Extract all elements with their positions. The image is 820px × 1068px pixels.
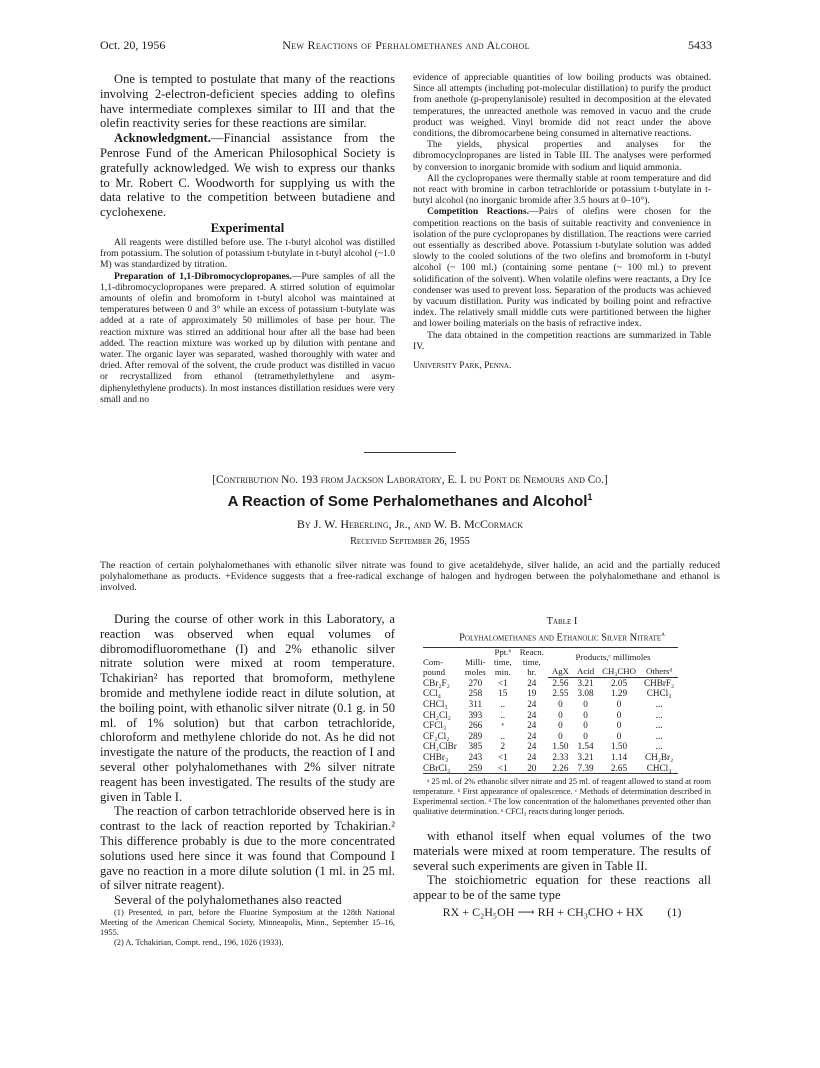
cell-compound: CCl₄ [423, 688, 442, 699]
cell-ch3cho: 2.05 [611, 677, 628, 688]
contribution-line: [Contribution No. 193 from Jackson Laboratory, E. I. du Pont de Nemours and Co.] [212, 474, 608, 486]
cell-millimoles: 289 [468, 730, 483, 741]
cell-acid: 0 [583, 698, 588, 709]
cell-ppt: .. [500, 730, 506, 741]
table-title-text: Polyhalomethanes and Ethanolic Silver Nitrate [459, 632, 662, 644]
cell-acid: 3.21 [577, 751, 594, 762]
cell-ch3cho: 1.50 [611, 741, 628, 752]
cell-compound: CH₂Cl₂ [423, 709, 451, 720]
table-row [423, 752, 678, 763]
table-row [423, 741, 678, 752]
header-ppt-time: Ppt.ᵇ time, min. [490, 648, 516, 677]
cell-reacn: 20 [516, 763, 548, 774]
table-row [423, 699, 678, 710]
cell-acid: 1.54 [577, 741, 594, 752]
table-title [413, 630, 711, 643]
cell-ppt: <1 [490, 763, 516, 774]
table-title-ref: a [661, 630, 665, 638]
cell-reacn: 24 [527, 730, 537, 741]
footnote-2: (2) A. Tchakirian, Compt. rend., 196, 1026 (1933). [114, 937, 284, 947]
table-notes: ᵃ 25 ml. of 2% ethanolic silver nitrate and 25 ml. of reagent allowed to stand at room temperature. ᵇ First appearance of opalescence. ᶜ Methods of determination described in Experimental section. ᵈ The low concentration of the halomethanes prevented other than qualitative determination. ᵉ CFCl₃ reacts during longer periods. [413, 777, 711, 817]
table-label: Table I [546, 616, 578, 627]
cell-acid: 0 [583, 709, 588, 720]
cell-acid: 3.08 [577, 688, 594, 699]
cell-ppt: ᵉ [501, 720, 504, 731]
table-row [423, 731, 678, 742]
cell-ch3cho: 0 [616, 709, 622, 720]
cell-millimoles: 270 [468, 677, 483, 688]
header-date: Oct. 20, 1956 [100, 38, 166, 52]
cell-ppt: <1 [497, 751, 508, 762]
cell-agx: 1.50 [552, 741, 569, 752]
header-reacn-time: Reacn. time, hr. [516, 648, 548, 677]
cell-others: ... [655, 730, 663, 741]
cell-reacn: 19 [527, 688, 537, 699]
header-millimoles: Milli- moles [461, 648, 490, 677]
cell-others: ... [655, 720, 663, 731]
header-compound: Com- pound [423, 648, 461, 677]
table-row [423, 677, 678, 688]
cell-others: ... [655, 698, 663, 709]
equation-1 [413, 905, 711, 920]
left-column-top [100, 72, 395, 405]
article-title-text: A Reaction of Some Perhalomethanes and Alcohol [227, 493, 588, 510]
paragraph: The reaction of carbon tetrachloride observed here is in contrast to the lack of reaction reported by Tchakirian.² This difference probably is due to the more concentrated solutions used here since it was found that Compound I gave no reaction in a more dilute solution (1 ml. in 25 ml. of silver nitrate reagent). [100, 804, 395, 893]
header-agx: AgX [548, 663, 573, 678]
cell-others: CHBrF₂ [643, 677, 675, 688]
cell-millimoles: 259 [461, 763, 490, 774]
header-acid: Acid [573, 663, 598, 678]
table-1-body [423, 677, 678, 773]
cell-compound: CBr₂F₂ [423, 677, 450, 688]
paragraph: One is tempted to postulate that many of the reactions involving 2-electron-deficient species adding to olefins have intermediate complexes similar to III and that the olefin reactivity series for these reactions are similar. [100, 72, 395, 131]
cell-millimoles: 311 [468, 698, 483, 709]
paragraph: The yields, physical properties and analyses for the dibromocyclopropanes are listed in Table III. The analyses were performed by conversion to inorganic bromide with sodium and liquid ammonia. [413, 139, 711, 173]
header-page-number: 5433 [688, 38, 712, 52]
cell-others: CH₂Br₂ [644, 751, 674, 762]
cell-agx: 2.33 [552, 751, 569, 762]
cell-reacn: 24 [527, 677, 537, 688]
cell-compound: CHBr₃ [423, 751, 449, 762]
abstract: The reaction of certain polyhalomethanes with ethanolic silver nitrate was found to give acetaldehyde, silver halide, an acid and the partially reduced polyhalomethane as products. +Evidence suggests that a free-radical exchange of halogen and hydrogen between the polyhalomethane and ethanol is involved. [100, 560, 720, 594]
cell-ch3cho: 2.65 [598, 763, 640, 774]
left-column-bottom [100, 612, 395, 948]
competition-paragraph [413, 206, 711, 329]
cell-compound: CFCl₃ [423, 720, 447, 731]
cell-agx: 2.56 [552, 677, 569, 688]
paragraph: The data obtained in the competition reactions are summarized in Table IV. [413, 329, 711, 352]
cell-ch3cho: 1.14 [611, 751, 628, 762]
cell-compound: CH₂ClBr [423, 741, 457, 752]
cell-others: ... [655, 741, 663, 752]
table-row [423, 720, 678, 731]
article-title [100, 492, 720, 510]
cell-acid: 7.39 [573, 763, 598, 774]
cell-millimoles: 258 [468, 688, 483, 699]
cell-agx: 2.55 [552, 688, 569, 699]
cell-reacn: 24 [527, 720, 537, 731]
cell-acid: 3.21 [577, 677, 594, 688]
acknowledgment [100, 131, 395, 220]
competition-text: —Pairs of olefins were chosen for the competition reactions on the basis of suitable reactivity and convenience in isolation of the pure cyclopropanes by distillation. The reactions were carried out essentially as described above. Potassium t-butylate solution was added slowly to the cooled solutions of the two olefins and bromoform in t-butyl alcohol (~ 100 ml.) (containing some pentane (~ 100 ml.) to prevent solidification of the solvent). When volatile olefins were reactants, a Dry Ice condenser was used to prevent loss. Separation of the products was achieved by vacuum distillation. Purity was indicated by boiling point and refractive index. The relatively small middle cuts were partitioned between the higher and lower boiling materials on the basis of refractive index. [413, 206, 711, 330]
cell-reacn: 24 [527, 698, 537, 709]
article-separator [364, 452, 456, 453]
header-ch3cho: CH₃CHO [598, 663, 640, 678]
paragraph: All reagents were distilled before use. The t-butyl alcohol was distilled from potassium. The solution of potassium t-butylate in t-butyl alcohol (~1.0 M) was standardized by titration. [100, 236, 395, 271]
paragraph: During the course of other work in this Laboratory, a reaction was observed when equal volumes of dibromodifluoromethane (I) and 2% ethanolic silver nitrate solution were mixed at room temperature. Tchakirian² has reported that bromoform, methylene bromide and methylene iodide react in dilute solution, at the boiling point, with ethanolic silver nitrate (0.1 g. in 50 ml. of 1% solution) but that carbon tetrachloride, chloroform and methylene chloride do not. As he did not investigate the nature of the products, the reaction of I and several other polyhalomethanes with 2% silver nitrate reagent has been investigated. The results of the study are given in Table I. [100, 612, 395, 804]
cell-others: CHCl₃ [646, 688, 672, 699]
header-running-title: New Reactions of Perhalomethanes and Alcohol [282, 38, 530, 52]
table-1 [423, 647, 678, 774]
cell-ppt: <1 [497, 677, 508, 688]
cell-ch3cho: 0 [616, 730, 622, 741]
cell-reacn: 24 [527, 751, 537, 762]
right-column-top [413, 72, 711, 371]
right-column-bottom [413, 616, 711, 920]
cell-acid: 0 [583, 720, 588, 731]
acknowledgment-text: —Financial assistance from the Penrose Fund of the American Philosophical Society is gratefully acknowledged. We wish to express our thanks to Mr. Robert C. Woodworth for supplying us with the data relative to the competition between butadiene and cyclohexene. [100, 131, 395, 220]
table-row [423, 763, 678, 774]
equation-text: RX + C₂H₅OH ⟶ RH + CH₃CHO + HX [442, 905, 644, 920]
cell-ch3cho: 1.29 [611, 688, 628, 699]
equation-number: (1) [667, 905, 682, 920]
affiliation: University Park, Penna. [413, 360, 512, 372]
competition-heading: Competition Reactions. [427, 206, 530, 218]
cell-ch3cho: 0 [616, 720, 622, 731]
paragraph: The stoichiometric equation for these reactions all appear to be of the same type [413, 873, 711, 903]
received-date: Received September 26, 1955 [350, 536, 470, 547]
cell-agx: 2.26 [548, 763, 573, 774]
section-heading-experimental: Experimental [210, 220, 285, 235]
paragraph: Several of the polyhalomethanes also reacted [114, 893, 342, 908]
header-products-group: Products,ᶜ millimoles [548, 648, 678, 663]
cell-reacn: 24 [527, 741, 537, 752]
cell-millimoles: 385 [468, 741, 483, 752]
cell-acid: 0 [583, 730, 588, 741]
cell-ppt: 2 [500, 741, 506, 752]
table-row [423, 688, 678, 699]
title-footnote-ref: 1 [587, 492, 593, 502]
preparation-paragraph [100, 271, 395, 405]
cell-agx: 0 [558, 730, 563, 741]
cell-millimoles: 266 [468, 720, 483, 731]
paragraph: evidence of appreciable quantities of low boiling products was obtained. Since all attempts (including pot-molecular distillation) to purify the product from anethole (p-propenylanisole) resulted in decomposition at the elevated temperatures, the unreacted anethole was removed in vacuo and the crude product was weighed. Vinyl bromide did not react under the above conditions, the dibromocarbene being consumed in alternative reactions. [413, 72, 711, 140]
paragraph: with ethanol itself when equal volumes of the two materials were mixed at room temperature. The results of several such experiments are given in Table II. [413, 829, 711, 873]
cell-ch3cho: 0 [616, 698, 622, 709]
cell-agx: 0 [558, 720, 563, 731]
cell-compound: CBrCl₃ [423, 763, 461, 774]
cell-agx: 0 [558, 709, 563, 720]
page-header [100, 38, 712, 54]
header-others: Othersᵈ [640, 663, 678, 678]
paragraph: All the cyclopropanes were thermally stable at room temperature and did not react with bromine in carbon tetrachloride or potassium t-butylate in t-butyl alcohol (no inorganic bromide after 3.5 hours at 0–10°). [413, 172, 711, 207]
cell-others: ... [655, 709, 663, 720]
cell-ppt: .. [500, 709, 506, 720]
byline: By J. W. Heberling, Jr., and W. B. McCormack [296, 517, 524, 531]
cell-millimoles: 243 [468, 751, 483, 762]
table-row [423, 710, 678, 721]
preparation-heading: Preparation of 1,1-Dibromocyclopropanes. [114, 270, 292, 282]
footnote-1: (1) Presented, in part, before the Fluorine Symposium at the 128th National Meeting of the American Chemical Society, Minneapolis, Minn., September 15–16, 1955. [100, 907, 395, 937]
acknowledgment-heading: Acknowledgment. [114, 131, 211, 146]
cell-ppt: 15 [498, 688, 508, 699]
cell-reacn: 24 [527, 709, 537, 720]
cell-agx: 0 [558, 698, 563, 709]
cell-others: CHCl₃ [640, 763, 678, 774]
preparation-text: —Pure samples of all the 1,1-dibromocyclopropanes were prepared. A stirred solution of equimolar amounts of olefin and bromoform in t-butyl alcohol was maintained at temperatures between 0 and 3° while an excess of potassium t-butylate was added at a rate of approximately 50 millimoles of base per hour. The reaction mixture was stirred an additional hour after all the base had been added. The reaction mixture was worked up by dilution with pentane and water. The organic layer was separated, washed thoroughly with water and dried. After removal of the solvent, the crude product was distilled in vacuo or recrystallized from ethanol (tetramethylethylene and asym-diphenylethylene products). In most instances distillation residues were very small and no [100, 270, 396, 405]
cell-compound: CF₂Cl₂ [423, 730, 450, 741]
cell-millimoles: 393 [468, 709, 483, 720]
cell-compound: CHCl₃ [423, 698, 448, 709]
cell-ppt: .. [500, 698, 506, 709]
